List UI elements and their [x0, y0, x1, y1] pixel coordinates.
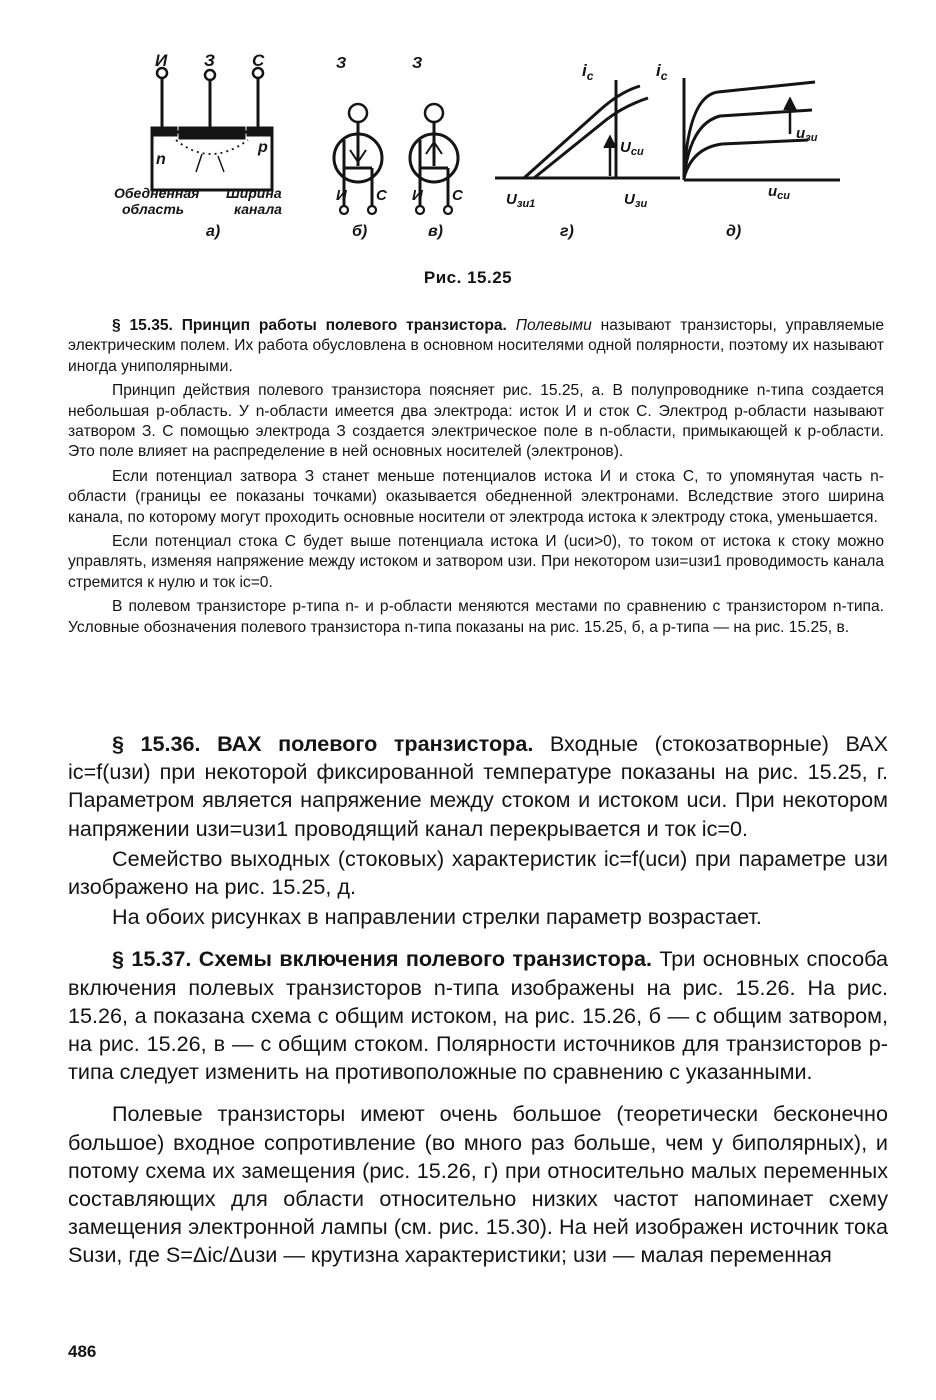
- g-param-label: $U_{си}$: [620, 139, 644, 158]
- panel-letter-v: в): [428, 223, 443, 240]
- section-15-36-37: [68, 730, 888, 1270]
- panel-letter-g: г): [560, 223, 574, 240]
- terminal-label-drain: С: [252, 51, 265, 70]
- panel-letter-d: д): [726, 223, 742, 240]
- g-yaxis-label: $i_с$: [582, 61, 594, 83]
- source-label-v: И: [412, 187, 423, 204]
- source-label-b: И: [336, 187, 347, 204]
- sec35-paragraph-1: [68, 316, 884, 377]
- n-region-label: n: [156, 151, 166, 168]
- sec36-title: § 15.36. ВАХ полевого транзистора.: [112, 731, 534, 756]
- sec35-paragraph-5: В полевом транзисторе р-типа n- и р-области меняются местами по сравнению с транзистором n-типа. Условные обозначения полевого транзистора n-типа показаны на рис. 15.25, б, а р-типа — на рис. 15.25, в.: [68, 598, 884, 636]
- page-number: 486: [68, 1342, 97, 1361]
- figure-drawing: [100, 40, 840, 255]
- g-x2-label: $U_{зи}$: [624, 191, 648, 210]
- sec36-paragraph-3: На обоих рисунках в направлении стрелки параметр возрастает.: [112, 904, 762, 930]
- d-param-label: $u_{зи}$: [796, 125, 818, 144]
- g-x1-label: $U_{зи1}$: [506, 191, 536, 210]
- sec35-paragraph-3: Если потенциал затвора З станет меньше потенциалов истока И и стока С, то упомянутая часть n-области (границы ее показаны точками) оказывается обедненной электронами. Вследствие этого ширина канала, по которому могут проходить основные носители от электрода истока к электроду стока, уменьшается.: [68, 467, 884, 526]
- drain-label-v: С: [452, 187, 463, 204]
- gate-label-b: З: [336, 55, 347, 72]
- p-region-label: р: [258, 139, 268, 156]
- figure-caption: Рис. 15.25: [423, 268, 513, 287]
- d-xaxis-label: $u_{си}$: [768, 183, 791, 202]
- depletion-label-line1: Обедненная: [114, 185, 200, 201]
- channel-width-label-line1: Ширина: [226, 185, 282, 201]
- section-15-35: [68, 316, 884, 638]
- channel-width-label-line2: канала: [234, 201, 282, 217]
- depletion-label-line2: область: [122, 201, 185, 217]
- drain-label-b: С: [376, 187, 387, 204]
- sec37-title: § 15.37. Схемы включения полевого транзистора.: [112, 946, 652, 972]
- sec35-paragraph-2: Принцип действия полевого транзистора поясняет рис. 15.25, а. В полупроводнике n-типа создается небольшая р-область. У n-области имеется два электрода: исток И и сток С. Электрод р-области называют затвором З. С помощью электрода З создается электрическое поле в n-области, примыкающей к р-области. Это поле влияет на распределение в ней основных носителей (электронов).: [68, 382, 884, 461]
- gate-label-v: З: [412, 55, 423, 72]
- panel-letter-a: а): [206, 223, 221, 240]
- terminal-label-source: И: [155, 51, 168, 70]
- terminal-label-gate: З: [204, 51, 215, 70]
- sec35-term: Полевыми: [515, 317, 592, 334]
- sec36-paragraph-1: [68, 730, 888, 843]
- sec36-paragraph-2: Семейство выходных (стоковых) характеристик iс=f(uси) при параметре uзи изображено на рис. 15.25, д.: [68, 845, 888, 900]
- panel-letter-b: б): [352, 223, 368, 240]
- figure-15-25: [100, 40, 840, 255]
- d-yaxis-label: $i_с$: [656, 61, 668, 83]
- sec35-title: § 15.35. Принцип работы полевого транзистора.: [112, 317, 507, 334]
- sec35-p1-text: называют транзисторы, управляемые электрическим полем. Их работа обусловлена в основном носителями одной полярности, поэтому их называют иногда униполярными.: [68, 317, 884, 375]
- sec35-paragraph-4: Если потенциал стока С будет выше потенциала истока И (uси>0), то током от истока к стоку можно управлять, изменяя напряжение между истоком и затвором uзи. При некотором uзи=uзи1 проводимость канала стремится к нулю и ток iс=0.: [68, 533, 884, 591]
- sec36-p1-text: Входные (стокозатворные) ВАХ iс=f(uзи) при некоторой фиксированной температуре показаны на рис. 15.25, г. Параметром является напряжение между стоком и истоком uси. При некотором напряжении uзи=uзи1 проводящий канал перекрывается и ток iс=0.: [68, 731, 888, 841]
- sec37-p1-text: Три основных способа включения полевых транзисторов n-типа изображены на рис. 15.26. На рис. 15.26, а показана схема с общим истоком, на рис. 15.26, б — с общим затвором, на рис. 15.26, в — с общим стоком. Полярности источников для транзисторов р-типа следует изменить на противоположные по сравнению с указанными.: [68, 946, 888, 1085]
- sec37-paragraph-2: Полевые транзисторы имеют очень большое (теоретически бесконечно большое) входное сопротивление (во много раз больше, чем у биполярных), и потому схема их замещения (рис. 15.26, г) при относительно малых переменных составляющих для области относительно низких частот напоминает схему замещения электронной лампы (см. рис. 15.30). На ней изображен источник тока Suзи, где S=Δiс/Δuзи — крутизна характеристики; uзи — малая переменная: [68, 1101, 888, 1268]
- sec37-paragraph-1: [68, 945, 888, 1086]
